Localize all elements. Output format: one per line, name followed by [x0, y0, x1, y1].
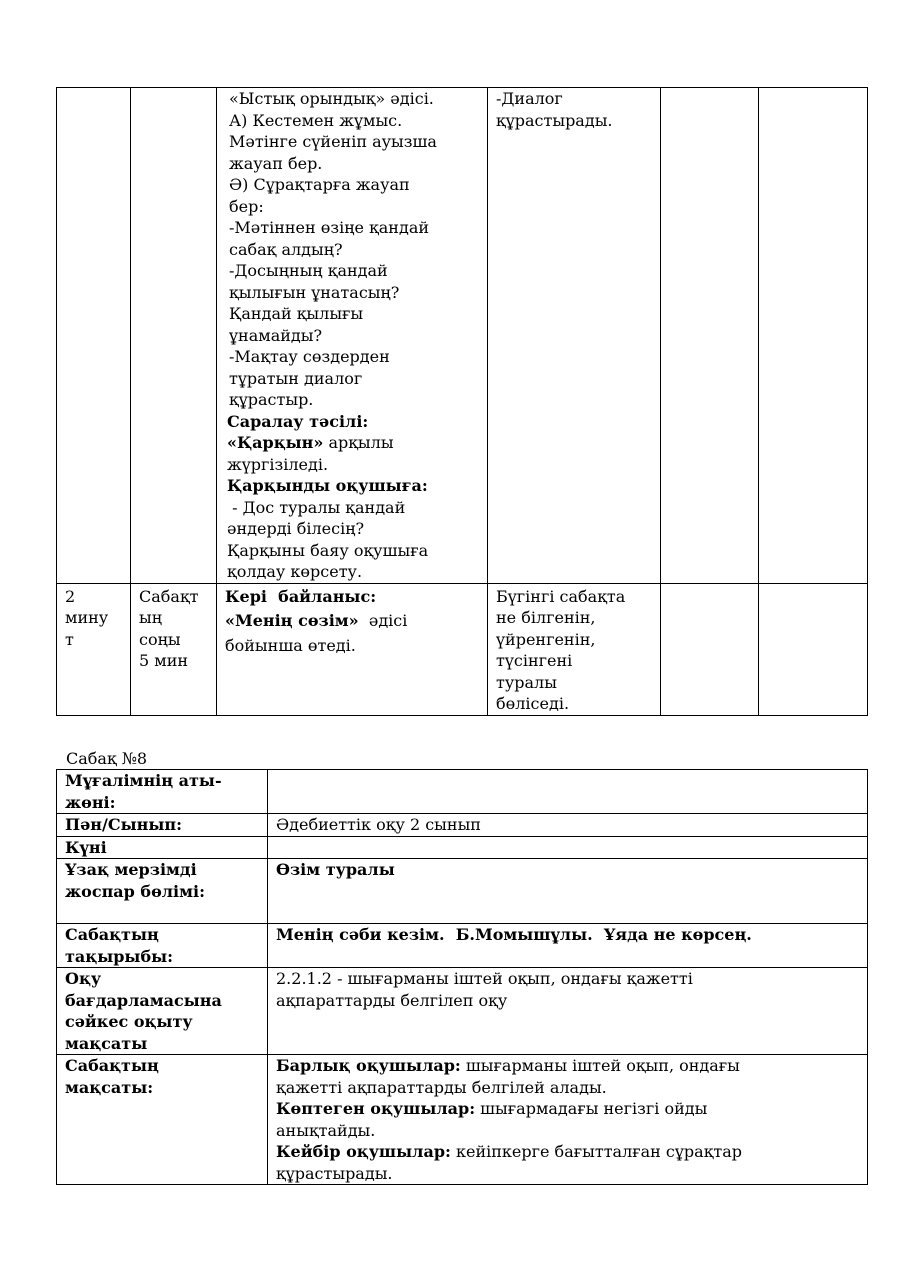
time-line: 2	[65, 586, 76, 606]
stage-line: 5 мин	[139, 651, 189, 670]
time-cell	[57, 583, 131, 715]
result-line-1: -Диалог	[496, 89, 563, 108]
method-line: бер:	[229, 196, 264, 216]
stage-cell	[131, 88, 217, 584]
method-line: қылығын ұнатасың?	[229, 282, 400, 302]
method-line: «Ыстық орындық» әдісі.	[229, 89, 434, 108]
feedback-method-rest: әдісі	[358, 611, 408, 630]
empty-cell	[759, 88, 868, 584]
result-line: түсінгені	[496, 651, 573, 670]
goal-some-label: Кейбір оқушылар:	[276, 1142, 451, 1161]
stage-cell	[131, 583, 217, 715]
teacher-label	[57, 770, 268, 814]
date-value	[268, 836, 868, 859]
karkyn-question-2: әндерді білесің?	[227, 519, 365, 538]
empty-cell	[759, 583, 868, 715]
differentiation-label: Саралау тәсілі:	[227, 411, 369, 431]
result-cell	[488, 88, 661, 584]
subject-label: Пән/Сынып:	[57, 814, 268, 837]
objectives-value-line-2: ақпараттарды белгілеп оқу	[276, 990, 508, 1010]
goal-many-line-1	[276, 1098, 863, 1120]
result-line: не білгенін,	[496, 608, 596, 627]
method-line: тұратын диалог	[229, 368, 363, 388]
table-row	[57, 814, 868, 837]
goal-many-label: Көптеген оқушылар:	[276, 1099, 476, 1118]
slow-student-line-2: қолдау көрсету.	[227, 562, 363, 581]
table-row	[57, 88, 868, 584]
feedback-method-line-2: бойынша өтеді.	[225, 635, 356, 655]
goals-label-line-2: мақсаты:	[65, 1077, 154, 1097]
goal-all-line-1	[276, 1055, 863, 1077]
method-line: -Досыңның қандай	[229, 261, 388, 280]
lesson-activity-table	[56, 87, 868, 716]
method-line: Мәтінге сүйеніп ауызша	[229, 132, 437, 151]
teacher-label-line-2: жөні:	[65, 792, 116, 812]
subject-value: Әдебиеттік оқу 2 сынып	[268, 814, 868, 837]
method-line: жауап бер.	[229, 153, 323, 173]
teacher-value	[268, 770, 868, 814]
plan-label-line-2: жоспар бөлімі:	[65, 881, 205, 901]
plan-label	[57, 859, 268, 924]
topic-value: Менің сәби кезім. Б.Момышұлы. Ұяда не көрсең.	[268, 924, 868, 968]
activity-cell	[217, 583, 488, 715]
goals-label	[57, 1055, 268, 1185]
method-line: сабақ алдың?	[229, 239, 343, 259]
activity-cell	[217, 88, 488, 584]
method-line: Қандай қылығы	[229, 304, 364, 323]
feedback-label: Кері байланыс:	[225, 586, 377, 606]
method-line: ұнамайды?	[229, 325, 323, 345]
result-line: туралы	[496, 672, 557, 692]
goal-some-line-1	[276, 1141, 863, 1163]
method-line: -Мақтау сөздерден	[229, 347, 390, 366]
method-line: Ә) Сұрақтарға жауап	[229, 175, 410, 194]
goal-many-line-2: анықтайды.	[276, 1120, 376, 1140]
result-line: үйренгенін,	[496, 629, 596, 649]
slow-student-line-1: Қарқыны баяу оқушыға	[227, 540, 429, 560]
table-row	[57, 583, 868, 715]
objectives-label-line-4: мақсаты	[65, 1033, 148, 1053]
objectives-value	[268, 968, 868, 1055]
goal-some-line-2: құрастырады.	[276, 1163, 393, 1183]
teacher-label-line-1: Мұғалімнің аты-	[65, 771, 222, 790]
objectives-label-line-3: сәйкес оқыту	[65, 1012, 193, 1031]
objectives-value-line-1: 2.2.1.2 - шығарманы іштей оқып, ондағы қажетті	[276, 969, 693, 988]
topic-label	[57, 924, 268, 968]
objectives-label-line-2: бағдарламасына	[65, 990, 222, 1010]
goals-value	[268, 1055, 868, 1185]
stage-text	[139, 586, 216, 672]
result-cell	[488, 583, 661, 715]
method-text	[227, 88, 487, 411]
time-text	[65, 586, 130, 651]
stage-line: ың	[139, 608, 162, 627]
karkyn-rest: арқылы	[323, 433, 394, 452]
time-cell	[57, 88, 131, 584]
date-label: Күні	[57, 836, 268, 859]
objectives-label	[57, 968, 268, 1055]
time-line: мину	[65, 608, 109, 627]
karkyn-student-label: Қарқынды оқушыға:	[227, 476, 428, 495]
table-row	[57, 968, 868, 1055]
goals-label-line-1: Сабақтың	[65, 1056, 159, 1075]
table-row	[57, 924, 868, 968]
result-line-2: құрастырады.	[496, 110, 613, 130]
objectives-label-line-1: Оқу	[65, 969, 102, 988]
goal-many-text: шығармадағы негізгі ойды	[475, 1099, 708, 1118]
karkyn-line	[227, 432, 487, 454]
table-row	[57, 859, 868, 924]
karkyn-bold: «Қарқын»	[227, 433, 324, 452]
table-row	[57, 1055, 868, 1185]
goal-some-text: кейіпкерге бағытталған сұрақтар	[450, 1142, 743, 1161]
lesson-number-label: Сабақ №8	[66, 749, 148, 768]
method-line: А) Кестемен жұмыс.	[229, 110, 403, 130]
empty-cell	[661, 88, 759, 584]
empty-cell	[661, 583, 759, 715]
topic-label-line-1: Сабақтың	[65, 925, 159, 944]
time-line: т	[65, 629, 74, 649]
goal-all-text: шығарманы іштей оқып, ондағы	[460, 1056, 740, 1075]
stage-line: Сабақт	[139, 586, 199, 606]
result-line: Бүгінгі сабақта	[496, 586, 626, 606]
method-line: құрастыр.	[229, 390, 314, 409]
topic-label-line-2: тақырыбы:	[65, 946, 174, 966]
result-line: бөліседі.	[496, 694, 570, 713]
stage-line: соңы	[139, 629, 181, 649]
goal-all-line-2: қажетті ақпараттарды белгілей алады.	[276, 1077, 607, 1097]
feedback-method-line	[225, 610, 487, 632]
plan-value: Өзім туралы	[268, 859, 868, 924]
table-row	[57, 836, 868, 859]
feedback-method-bold: «Менің сөзім»	[225, 611, 359, 630]
goal-all-label: Барлық оқушылар:	[276, 1056, 461, 1075]
karkyn-line-2: жүргізіледі.	[227, 454, 329, 474]
result-text	[496, 586, 660, 715]
karkyn-question-1: - Дос туралы қандай	[227, 497, 406, 517]
plan-label-line-1: Ұзақ мерзімді	[65, 860, 197, 879]
method-line: -Мәтіннен өзіңе қандай	[229, 218, 430, 237]
lesson-info-table	[56, 769, 868, 1185]
table-row	[57, 770, 868, 814]
